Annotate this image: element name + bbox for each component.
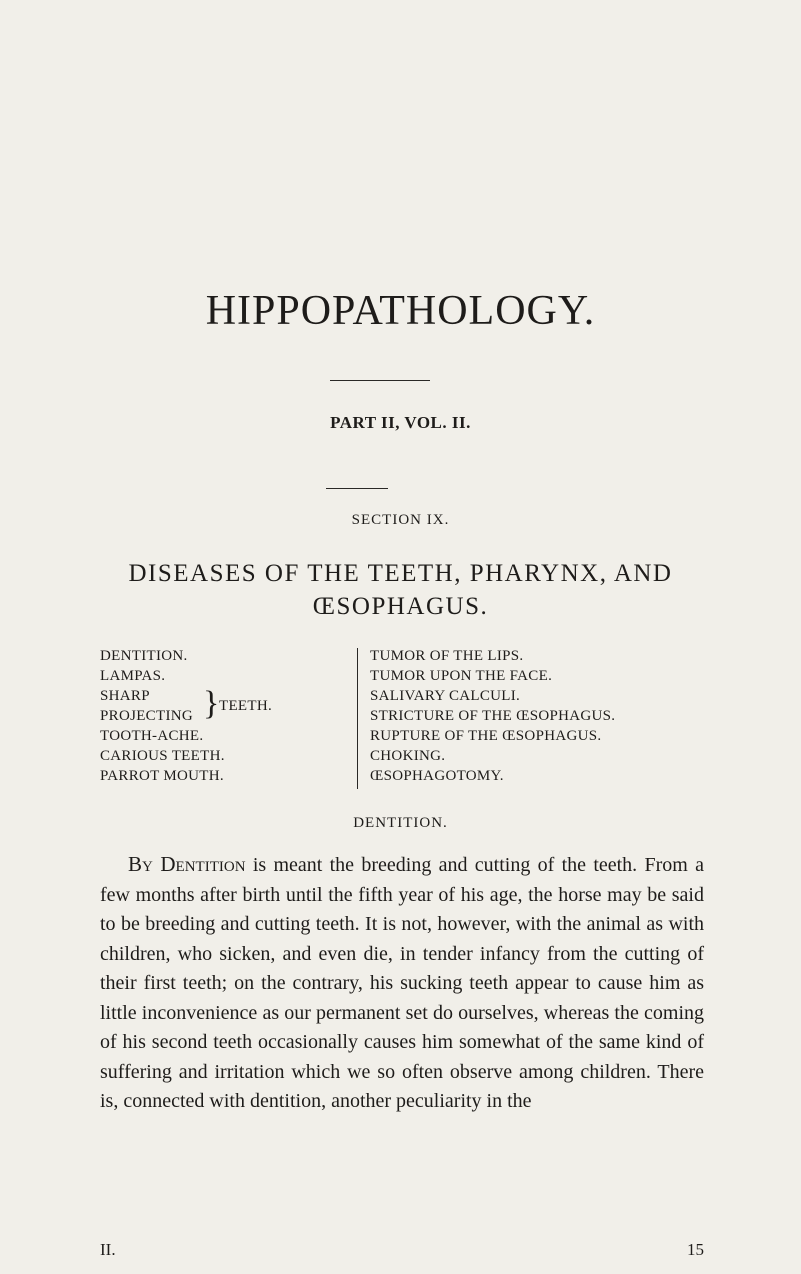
contents-item: TUMOR OF THE LIPS. bbox=[370, 648, 524, 664]
contents-item: LAMPAS. bbox=[100, 668, 166, 684]
contents-item: SALIVARY CALCULI. bbox=[370, 688, 521, 704]
body-paragraph bbox=[100, 850, 704, 1117]
contents-item: PROJECTING bbox=[100, 708, 194, 724]
page-number: 15 bbox=[687, 1240, 704, 1259]
section-label: SECTION IX. bbox=[351, 512, 450, 528]
part-rule bbox=[326, 488, 388, 489]
contents-item: TOOTH-ACHE. bbox=[100, 728, 204, 744]
contents-item: SHARP bbox=[100, 688, 150, 704]
chapter-heading-line1: DISEASES OF THE TEETH, PHARYNX, AND bbox=[128, 560, 673, 587]
subsection-heading: DENTITION. bbox=[353, 815, 448, 831]
contents-item: PARROT MOUTH. bbox=[100, 768, 224, 784]
paragraph-lead: By Dentition bbox=[128, 852, 246, 876]
contents-item: DENTITION. bbox=[100, 648, 188, 664]
chapter-heading-line2: ŒSOPHAGUS. bbox=[312, 593, 489, 620]
title-rule bbox=[330, 380, 430, 381]
book-title: HIPPOPATHOLOGY. bbox=[205, 288, 596, 334]
contents-item: STRICTURE OF THE ŒSOPHAGUS. bbox=[370, 708, 616, 724]
curly-brace-glyph: } bbox=[203, 685, 220, 722]
part-label: PART II, VOL. II. bbox=[330, 413, 471, 432]
signature-mark: II. bbox=[100, 1240, 116, 1259]
paragraph-text: is meant the breeding and cutting of the teeth. From a few months after birth until the fifth year of his age, the horse may be said to be breeding and cutting teeth. It is not, however, with the animal as with children, who sicken, and even die, in tender infancy from the cutting of their first teeth; on the contrary, his sucking teeth appear to cause him as little inconvenience as our permanent set do ourselves, whereas the coming of his second teeth occasionally causes him somewhat of the same kind of suffering and irritation which we so often observe among children. There is, connected with dentition, another peculiarity in the bbox=[100, 854, 704, 1112]
contents-item: TUMOR UPON THE FACE. bbox=[370, 668, 553, 684]
contents-brace-group bbox=[100, 685, 273, 726]
contents-right-column bbox=[370, 646, 615, 786]
contents-item: CHOKING. bbox=[370, 748, 446, 764]
contents-item: RUPTURE OF THE ŒSOPHAGUS. bbox=[370, 728, 602, 744]
chapter-heading bbox=[0, 557, 801, 623]
contents-item: CARIOUS TEETH. bbox=[100, 748, 225, 764]
contents-item: TEETH. bbox=[219, 698, 273, 714]
contents-left-column bbox=[100, 646, 273, 786]
contents-item: ŒSOPHAGOTOMY. bbox=[370, 768, 504, 784]
contents-divider bbox=[357, 648, 358, 789]
